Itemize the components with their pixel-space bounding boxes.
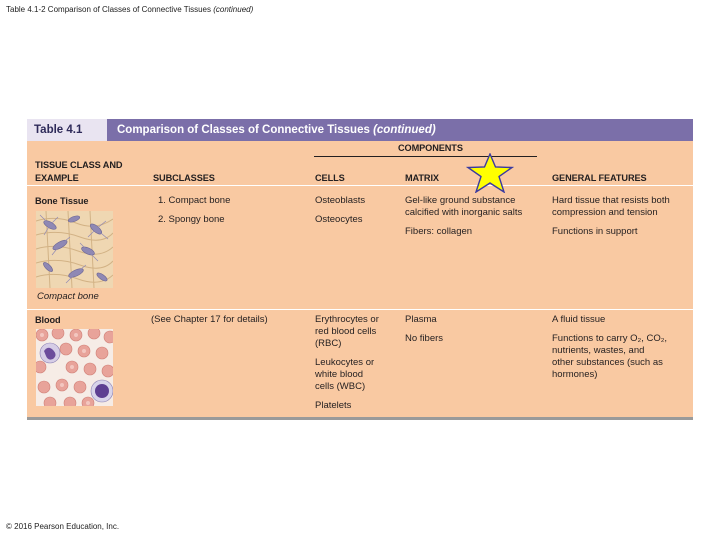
blood-feature-2: Functions to carry O₂, CO₂, [552,333,668,344]
blood-smear-micrograph [36,329,113,406]
bone-matrix-1: Gel-like ground substance [405,195,516,206]
bone-feature-2: compression and tension [552,207,658,218]
header-subclasses: SUBCLASSES [153,173,215,183]
blood-feature-5: hormones) [552,369,598,380]
bone-matrix-2: calcified with inorganic salts [405,207,523,218]
header-divider [27,185,693,186]
header-cells: CELLS [315,173,345,183]
star-icon [466,153,514,193]
header-general-features: GENERAL FEATURES [552,173,647,183]
blood-feature-3: nutrients, wastes, and [552,345,645,356]
blood-feature-1: A fluid tissue [552,314,606,325]
copyright: © 2016 Pearson Education, Inc. [6,522,120,531]
blood-matrix-2: No fibers [405,333,444,344]
compact-bone-caption: Compact bone [37,291,99,302]
blood-cell-5: white blood [315,369,364,380]
table-caption: Comparison of Classes of Connective Tissues (continued) [117,124,436,136]
blood-cell-7: Platelets [315,400,352,411]
blood-cell-4: Leukocytes or [315,357,375,368]
table-number: Table 4.1 [27,119,107,141]
blood-cell-2: red blood cells [315,326,377,337]
bone-cell-2: Osteocytes [315,214,363,225]
header-matrix: MATRIX [405,173,439,183]
bone-feature-1: Hard tissue that resists both [552,195,670,206]
bone-tissue-label: Bone Tissue [35,196,89,206]
connective-tissue-table [27,119,693,420]
bone-cell-1: Osteoblasts [315,195,366,206]
blood-cell-1: Erythrocytes or [315,314,379,325]
compact-bone-micrograph [36,211,113,288]
bone-subclass-2: 2. Spongy bone [158,214,225,225]
table-bottom-rule [27,417,693,420]
blood-cell-3: (RBC) [315,338,342,349]
bone-matrix-3: Fibers: collagen [405,226,473,237]
blood-matrix-1: Plasma [405,314,437,325]
blood-label: Blood [35,315,61,325]
table-banner [27,119,693,141]
blood-cell-6: cells (WBC) [315,381,366,392]
blood-subclass: (See Chapter 17 for details) [151,314,268,325]
bone-subclass-1: 1. Compact bone [158,195,231,206]
header-tissue-class: TISSUE CLASS AND EXAMPLE [35,160,123,183]
blood-feature-4: other substances (such as [552,357,663,368]
slide-title: Table 4.1-2 Comparison of Classes of Connective Tissues (continued) [6,5,254,14]
bone-feature-3: Functions in support [552,226,638,237]
components-label: COMPONENTS [398,143,463,153]
